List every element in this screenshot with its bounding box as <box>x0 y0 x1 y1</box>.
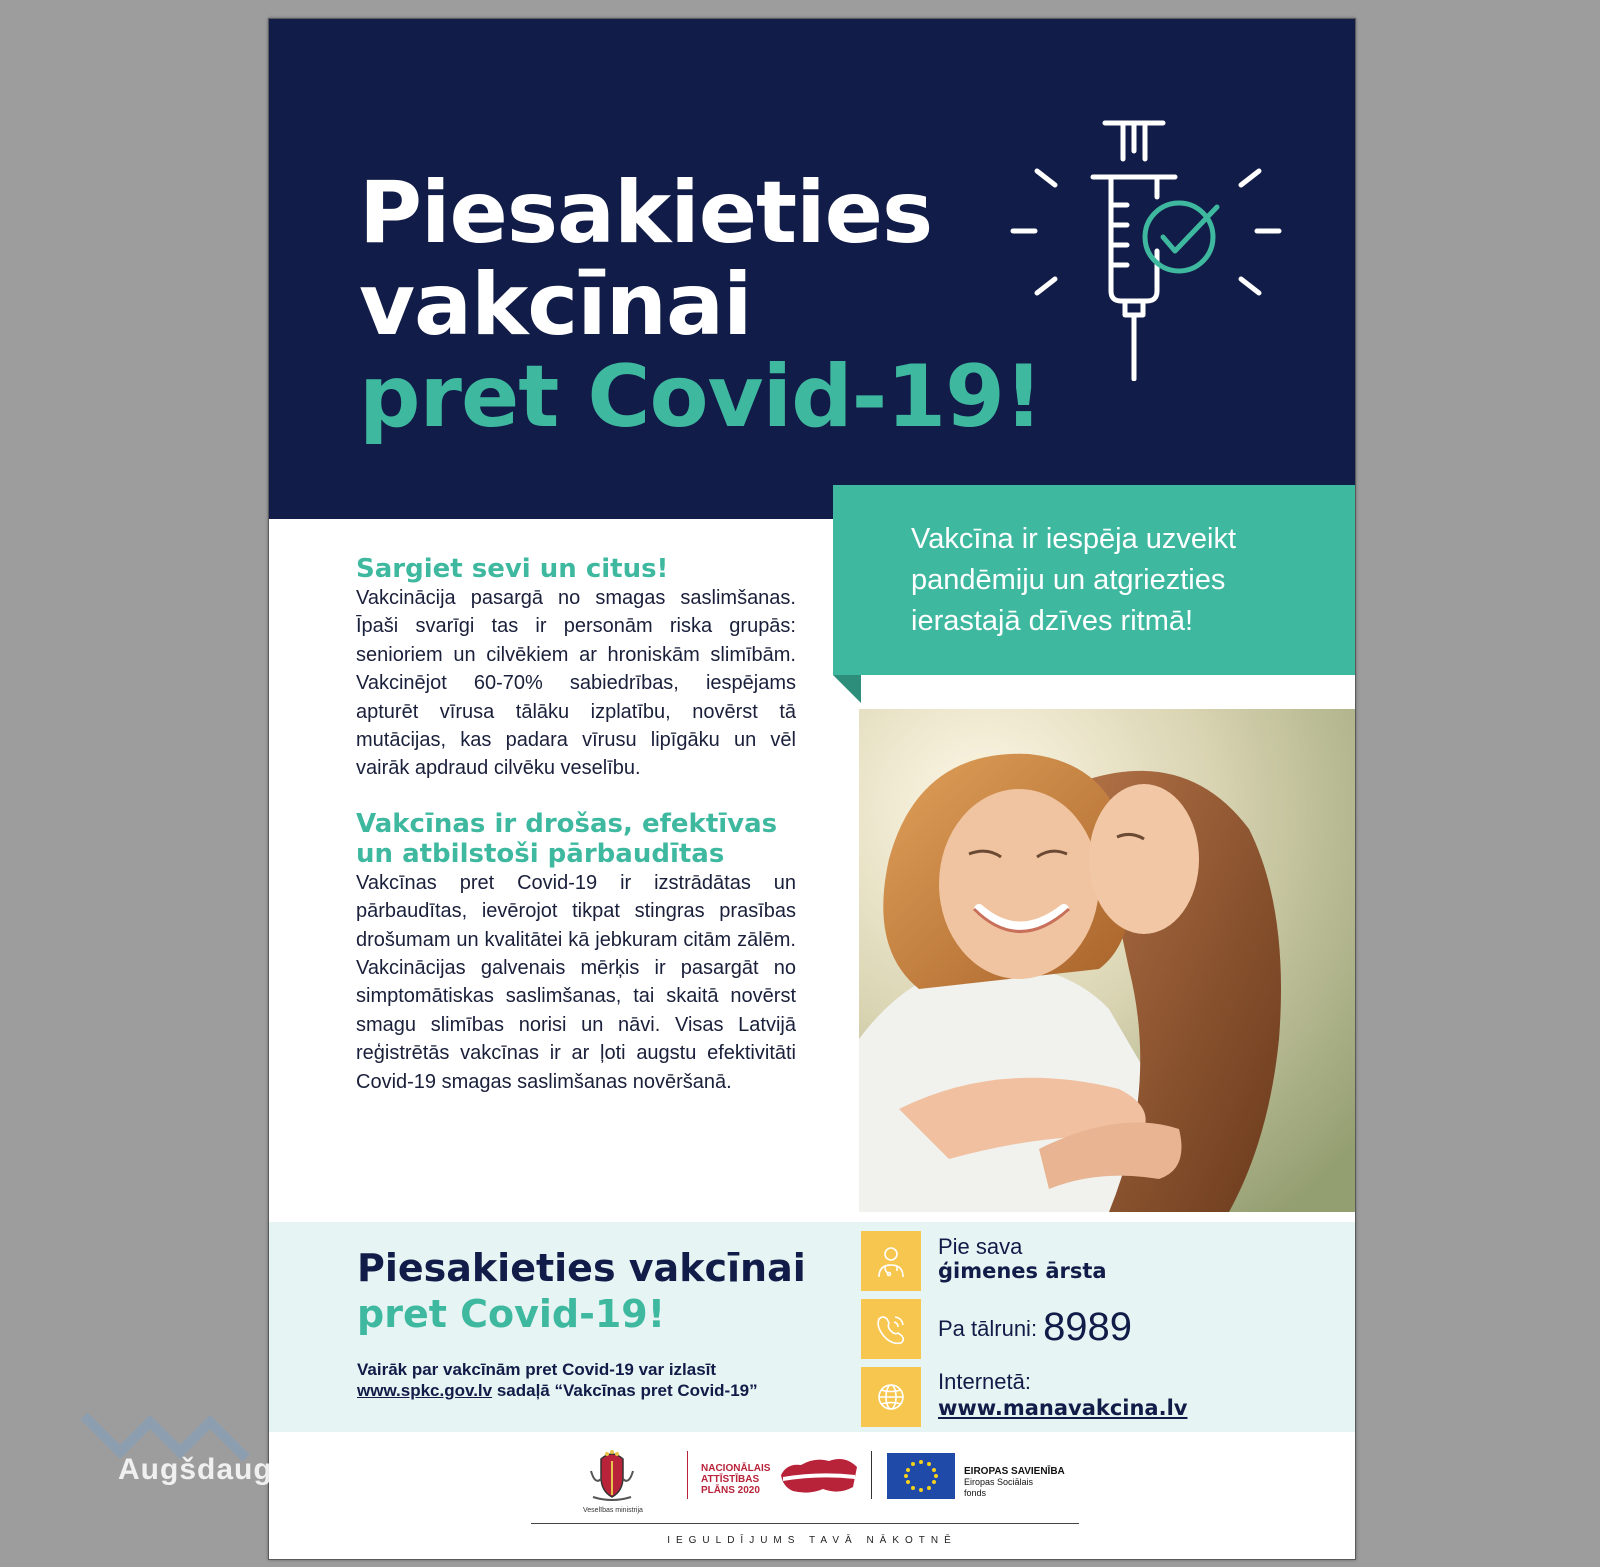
cta-title-line1: Piesakieties vakcīnai <box>357 1246 806 1290</box>
section2-body: Vakcīnas pret Covid-19 ir izstrādātas un pārbaudītas, ievērojot tikpat stingras prasības drošumam un kvalitātei kā jebkuram citām zālēm. Vakcinācijas galvenais mērķis ir pasargāt no simptomātiskas saslimšanas, tai skaitā novērst smagu slimības norisi un nāvi. Visas Latvijā reģistrētās vakcīnas ir ar ļoti augstu efektivitāti Covid-19 smagas saslimšanas novēršanā. <box>356 871 796 1093</box>
cta-title-line2: pret Covid-19! <box>357 1292 666 1336</box>
eu-divider <box>871 1451 872 1499</box>
phone-text <box>938 1305 1132 1351</box>
logos-rule <box>531 1523 1079 1524</box>
doctor-text <box>938 1235 1107 1283</box>
section2-heading-line1: Vakcīnas ir drošas, efektīvas <box>356 808 778 839</box>
contact-doctor <box>861 1231 1341 1291</box>
eu-text <box>964 1466 1065 1499</box>
ministry-caption: Veselības ministrija <box>583 1507 643 1514</box>
hero-title-line3: pret Covid-19! <box>359 347 1043 447</box>
manavakcina-link[interactable]: www.manavakcina.lv <box>938 1396 1188 1420</box>
web-text <box>938 1369 1187 1421</box>
nap-text <box>701 1463 770 1496</box>
nap-line2: ATTĪSTĪBAS <box>701 1474 760 1485</box>
web-label: Internetā: <box>938 1369 1031 1394</box>
hero-title <box>359 163 1043 447</box>
phone-hand-icon <box>861 1299 921 1359</box>
cta-note-line1: Vairāk par vakcīnām pret Covid-19 var izlasīt <box>357 1360 717 1379</box>
eu-flag-logo <box>887 1453 955 1499</box>
section2-heading-line2: un atbilstoši pārbaudītas <box>356 838 725 869</box>
latvia-coat-of-arms-logo <box>587 1449 637 1503</box>
callout-fold <box>833 675 861 703</box>
contact-web <box>861 1367 1341 1427</box>
eu-line1: EIROPAS SAVIENĪBA <box>964 1466 1065 1477</box>
section2-heading <box>356 809 796 869</box>
nap-line3: PLĀNS 2020 <box>701 1485 760 1496</box>
globe-icon <box>861 1367 921 1427</box>
hero-title-line2: vakcīnai <box>359 255 752 355</box>
content-column <box>356 554 796 1096</box>
latvia-map-logo <box>779 1453 859 1497</box>
nap-line1: NACIONĀLAIS <box>701 1463 771 1474</box>
vaccination-poster <box>268 18 1356 1560</box>
phone-label: Pa tālruni: <box>938 1316 1038 1341</box>
doctor-line1: Pie sava <box>938 1234 1023 1259</box>
eu-line3: fonds <box>964 1488 987 1498</box>
hero-title-line1: Piesakieties <box>359 163 933 263</box>
doctor-icon <box>861 1231 921 1291</box>
nap-divider <box>687 1451 688 1499</box>
phone-number[interactable]: 8989 <box>1043 1305 1133 1349</box>
cta-note-line2: sadaļā “Vakcīnas pret Covid-19” <box>492 1381 758 1400</box>
spkc-link[interactable]: www.spkc.gov.lv <box>357 1381 493 1400</box>
cta-note <box>357 1359 758 1401</box>
sponsor-logos <box>531 1443 1081 1533</box>
photo-mother-daughter <box>859 709 1355 1212</box>
doctor-line2: ģimenes ārsta <box>938 1259 1107 1283</box>
section1-body: Vakcinācija pasargā no smagas saslimšanas. Īpaši svarīgi tas ir personām riska grupās: senioriem un cilvēkiem ar hroniskām slimībām. Vakcinējot 60-70% sabiedrības, iespējams apturēt vīrusa tālāku izplatību, novērst tā mutācijas, kas padara vīrusu lipīgāku un vēl vairāk apdraud cilvēku veselību. <box>356 587 796 780</box>
eu-line2: Eiropas Sociālais <box>964 1477 1034 1487</box>
contact-phone <box>861 1299 1341 1359</box>
callout-text: Vakcīna ir iespēja uzveikt pandēmiju un atgriezties ierastajā dzīves ritmā! <box>911 523 1237 637</box>
cta-title <box>357 1245 806 1337</box>
motto: IEGULDĪJUMS TAVĀ NĀKOTNĒ <box>667 1535 957 1546</box>
section1-heading: Sargiet sevi un citus! <box>356 554 669 584</box>
syringe-check-icon <box>999 101 1289 381</box>
watermark-text: Augšdaug <box>118 1453 273 1486</box>
